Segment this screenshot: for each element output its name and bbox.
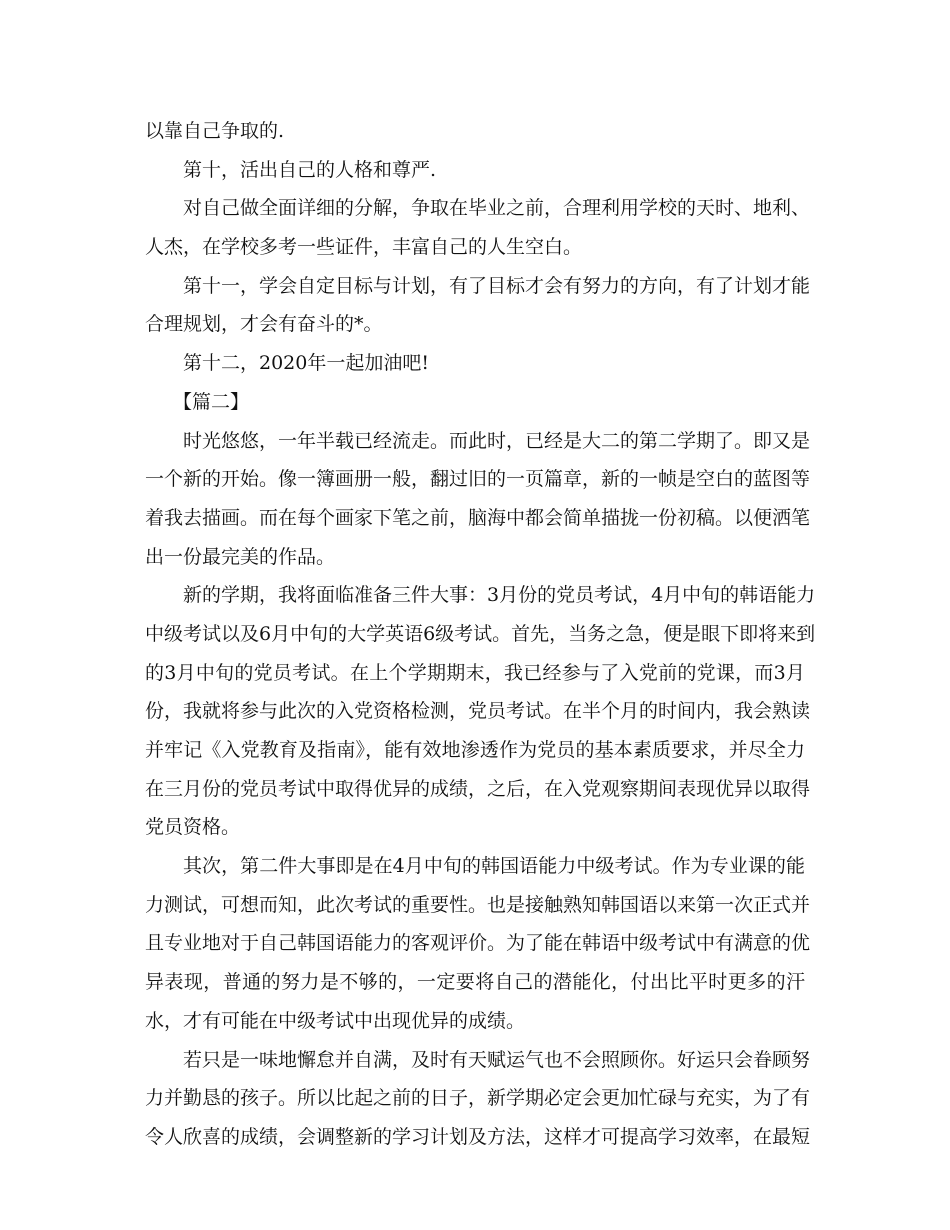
text-line: 力测试，可想而知，此次考试的重要性。也是接触熟知韩国语以来第一次正式并: [145, 893, 811, 916]
text-line: 第十一，学会自定目标与计划，有了目标才会有努力的方向，有了计划才能: [183, 274, 811, 297]
text-line: 着我去描画。而在每个画家下笔之前，脑海中都会简单描拢一份初稿。以便洒笔: [145, 506, 811, 529]
text-line: 并牢记《入党教育及指南》，能有效地渗透作为党员的基本素质要求，并尽全力: [145, 739, 805, 761]
text-line: 若只是一味地懈怠并自满，及时有天赋运气也不会照顾你。好运只会眷顾努: [183, 1048, 811, 1071]
text-line: 一个新的开始。像一簿画册一般，翻过旧的一页篇章，新的一帧是空白的蓝图等: [145, 468, 811, 491]
text-line: 合理规划，才会有奋斗的*。: [145, 313, 383, 336]
document-body: [145, 112, 816, 1157]
text-line: 人杰，在学校多考一些证件，丰富自己的人生空白。: [145, 236, 583, 259]
text-line: 且专业地对于自己韩国语能力的客观评价。为了能在韩语中级考试中有满意的优: [145, 932, 811, 955]
text-line: 【篇二】: [173, 390, 250, 413]
text-line: 出一份最完美的作品。: [145, 545, 336, 568]
text-line: 其次，第二件大事即是在4月中旬的韩国语能力中级考试。作为专业课的能: [183, 855, 805, 878]
text-line: 时光悠悠，一年半载已经流走。而此时，已经是大二的第二学期了。即又是: [183, 429, 811, 452]
text-line: 中级考试以及6月中旬的大学英语6级考试。首先，当务之急，便是眼下即将来到: [145, 622, 816, 645]
text-line: 份，我就将参与此次的入党资格检测，党员考试。在半个月的时间内，我会熟读: [145, 700, 811, 723]
text-line: 新的学期，我将面临准备三件大事：3月份的党员考试，4月中旬的韩语能力: [183, 584, 816, 607]
text-line: 对自己做全面详细的分解，争取在毕业之前，合理利用学校的天时、地利、: [183, 197, 811, 220]
text-line: 党员资格。: [145, 816, 241, 839]
text-line: 第十二，2020年一起加油吧!: [183, 352, 429, 375]
text-line: 在三月份的党员考试中取得优异的成绩，之后，在入党观察期间表现优异以取得: [145, 777, 811, 800]
text-line: 力并勤恳的孩子。所以比起之前的日子，新学期必定会更加忙碌与充实，为了有: [145, 1087, 811, 1110]
text-line: 异表现，普通的努力是不够的，一定要将自己的潜能化，付出比平时更多的汗: [145, 971, 805, 994]
text-line: 第十，活出自己的人格和尊严.: [183, 158, 437, 181]
text-line: 以靠自己争取的.: [145, 120, 285, 142]
text-line: 的3月中旬的党员考试。在上个学期期末，我已经参与了入党前的党课，而3月: [145, 661, 805, 684]
text-line: 令人欣喜的成绩，会调整新的学习计划及方法，这样才可提高学习效率，在最短: [145, 1125, 811, 1148]
text-line: 水，才有可能在中级考试中出现优异的成绩。: [145, 1009, 526, 1032]
